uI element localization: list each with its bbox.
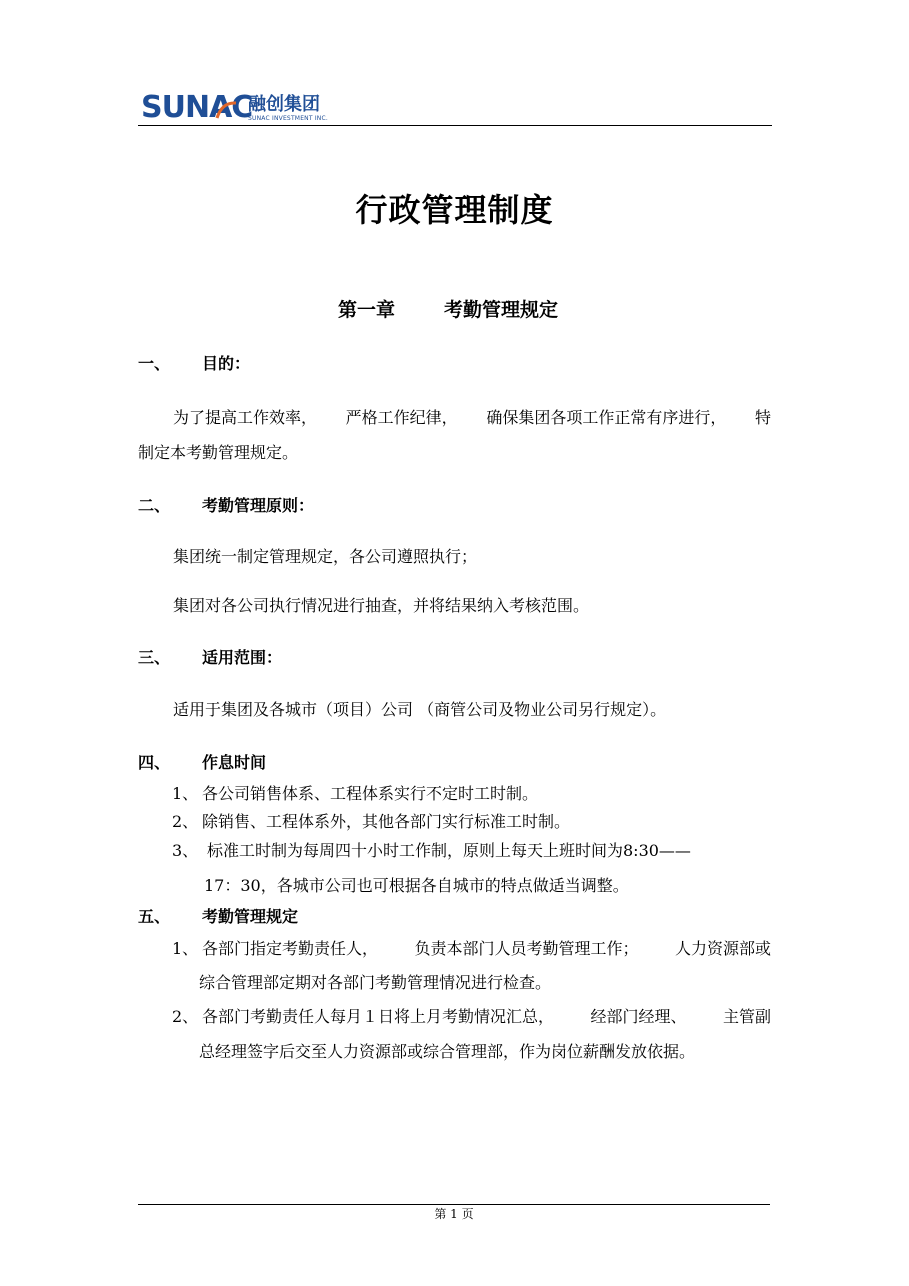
logo-english-name: SUNAC INVESTMENT INC. — [248, 115, 328, 122]
text-segment: 严格工作纪律， — [345, 408, 458, 427]
section-4-item1-marker: 1、 — [172, 784, 199, 803]
section-2-para1: 集团统一制定管理规定，各公司遵照执行； — [173, 547, 478, 566]
section-4-title: 作息时间 — [202, 753, 267, 772]
section-3-para1: 适用于集团及各城市（项目）公司 （商管公司及物业公司另行规定）。 — [173, 700, 667, 719]
chapter-number: 第一章 — [338, 299, 396, 321]
page-number: 第 1 页 — [434, 1207, 474, 1221]
section-4-item3-marker: 3、 — [172, 841, 199, 860]
text-segment: 经部门经理、 — [590, 1007, 687, 1026]
text-segment: 各部门考勤责任人每月１日将上月考勤情况汇总， — [202, 1007, 555, 1026]
logo-chinese-name: 融创集团 — [248, 94, 320, 115]
text-segment: 各部门指定考勤责任人， — [202, 939, 379, 958]
section-5-item2-line1 — [202, 1005, 771, 1029]
text-segment: 负责本部门人员考勤管理工作； — [414, 939, 639, 958]
text-segment: 特 — [754, 408, 771, 427]
text-segment: 人力资源部或 — [674, 939, 771, 958]
section-4-item3-line1: 标准工时制为每周四十小时工作制，原则上每天上班时间为8:30—— — [207, 841, 691, 860]
section-5-item2-line2: 总经理签字后交至人力资源部或综合管理部，作为岗位薪酬发放依据。 — [199, 1042, 696, 1061]
section-3-title: 适用范围： — [202, 648, 283, 667]
logo-arc-icon — [214, 98, 240, 124]
section-2-para2: 集团对各公司执行情况进行抽查，并将结果纳入考核范围。 — [173, 596, 590, 615]
logo-wordmark: SUNAC — [141, 90, 253, 125]
section-4-number: 四、 — [138, 753, 171, 772]
section-4-item1-text: 各公司销售体系、工程体系实行不定时工时制。 — [202, 784, 539, 803]
text-segment: 主管副 — [722, 1007, 771, 1026]
section-5-number: 五、 — [138, 907, 171, 926]
text-segment: 确保集团各项工作正常有序进行， — [486, 408, 727, 427]
section-2-number: 二、 — [138, 496, 171, 515]
section-1-body-line2: 制定本考勤管理规定。 — [138, 443, 299, 462]
section-4-item3-line2: 17：30，各城市公司也可根据各自城市的特点做适当调整。 — [204, 876, 629, 895]
footer-rule — [138, 1204, 770, 1205]
section-5-item1-marker: 1、 — [172, 939, 199, 958]
document-title: 行政管理制度 — [355, 191, 554, 229]
section-2-title: 考勤管理原则： — [202, 496, 315, 515]
section-1-number: 一、 — [138, 354, 171, 373]
section-5-item2-marker: 2、 — [172, 1007, 199, 1026]
section-1-title: 目的： — [202, 354, 251, 373]
text-segment: 为了提高工作效率， — [173, 408, 318, 427]
section-5-item1-line1 — [202, 937, 771, 961]
header-rule — [138, 125, 772, 126]
section-3-number: 三、 — [138, 648, 171, 667]
section-4-item2-text: 除销售、工程体系外，其他各部门实行标准工时制。 — [202, 812, 571, 831]
chapter-title: 考勤管理规定 — [444, 299, 559, 321]
section-1-body-line1 — [173, 406, 771, 430]
section-5-title: 考勤管理规定 — [202, 907, 299, 926]
section-5-item1-line2: 综合管理部定期对各部门考勤管理情况进行检查。 — [199, 973, 552, 992]
section-4-item2-marker: 2、 — [172, 812, 199, 831]
